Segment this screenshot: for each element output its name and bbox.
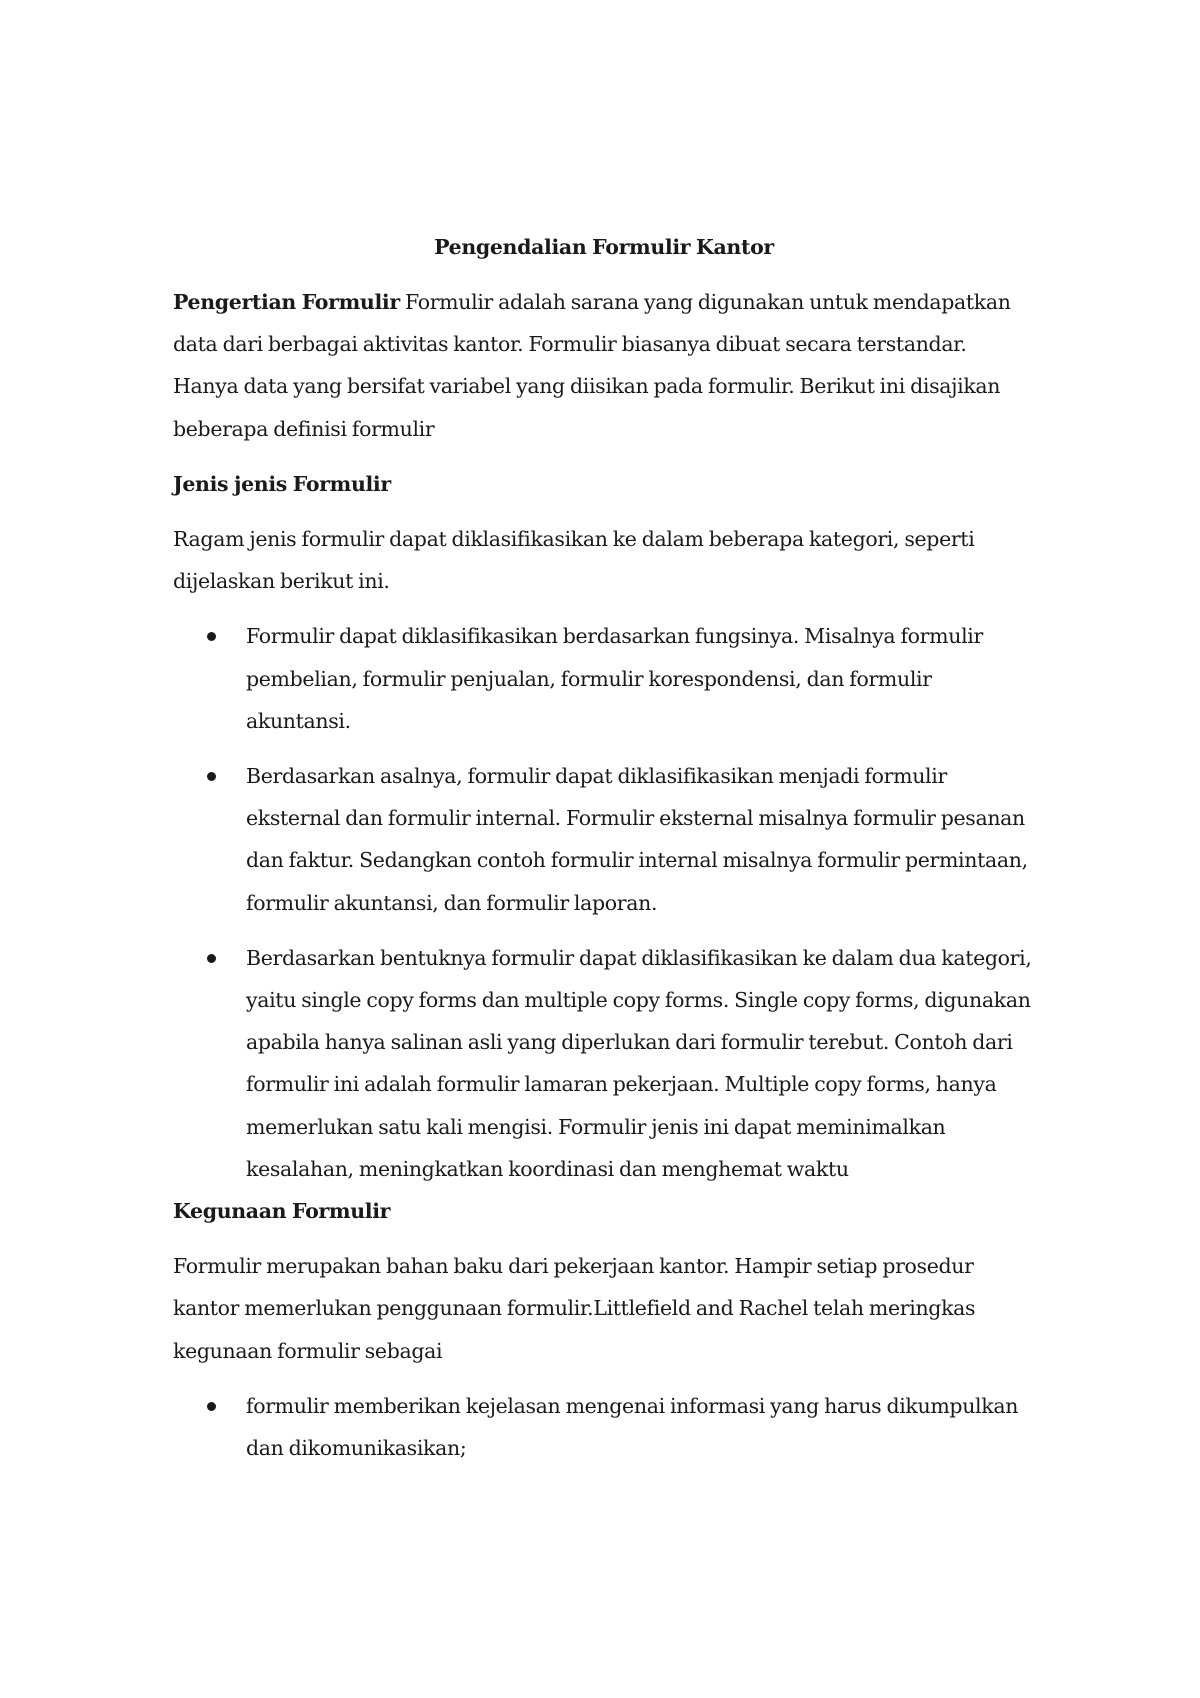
list-item [173,937,1035,1190]
paragraph-kegunaan: Formulir merupakan bahan baku dari pekerjaan kantor. Hampir setiap prosedur kantor memerlukan penggunaan formulir.Littlefield and Rachel telah meringkas kegunaan formulir sebagai [173,1254,976,1363]
document-title: Pengendalian Formulir Kantor [434,235,774,259]
list-item [173,615,1035,742]
bullet-icon [207,954,216,963]
list-item-text: formulir memberikan kejelasan mengenai informasi yang harus dikumpulkan dan dikomunikasikan; [246,1393,1019,1461]
bullet-list-jenis [173,615,1035,1190]
list-item-text: Formulir dapat diklasifikasikan berdasarkan fungsinya. Misalnya formulir pembelian, formulir penjualan, formulir korespondensi, dan formulir akuntansi. [246,624,983,733]
paragraph-ragam-jenis: Ragam jenis formulir dapat diklasifikasikan ke dalam beberapa kategori, seperti dijelaskan berikut ini. [173,527,975,594]
paragraph-pengertian [173,281,1035,450]
bullet-list-kegunaan [173,1385,1035,1469]
list-item [173,755,1035,924]
bullet-icon [207,772,216,781]
lead-term-pengertian: Pengertian Formulir [173,290,400,314]
list-item-text: Berdasarkan asalnya, formulir dapat diklasifikasikan menjadi formulir eksternal dan formulir internal. Formulir eksternal misalnya formulir pesanan dan faktur. Sedangkan contoh formulir internal misalnya formulir permintaan, formulir akuntansi, dan formulir laporan. [246,764,1028,915]
heading-jenis-formulir: Jenis jenis Formulir [173,471,391,496]
list-item [173,1385,1035,1469]
bullet-icon [207,632,216,641]
heading-kegunaan-formulir: Kegunaan Formulir [173,1199,391,1224]
document-body [173,226,1035,1482]
list-item-text: Berdasarkan bentuknya formulir dapat diklasifikasikan ke dalam dua kategori, yaitu single copy forms dan multiple copy forms. Single copy forms, digunakan apabila hanya salinan asli yang diperlukan dari formulir terebut. Contoh dari formulir ini adalah formulir lamaran pekerjaan. Multiple copy forms, hanya memerlukan satu kali mengisi. Formulir jenis ini dapat meminimalkan kesalahan, meningkatkan koordinasi dan menghemat waktu [246,945,1032,1181]
paragraph-pengertian-text: Formulir adalah sarana yang digunakan untuk mendapatkan data dari berbagai aktivitas kantor. Formulir biasanya dibuat secara terstandar. Hanya data yang bersifat variabel yang diisikan pada formulir. Berikut ini disajikan beberapa definisi formulir [173,290,1011,441]
bullet-icon [207,1402,216,1411]
